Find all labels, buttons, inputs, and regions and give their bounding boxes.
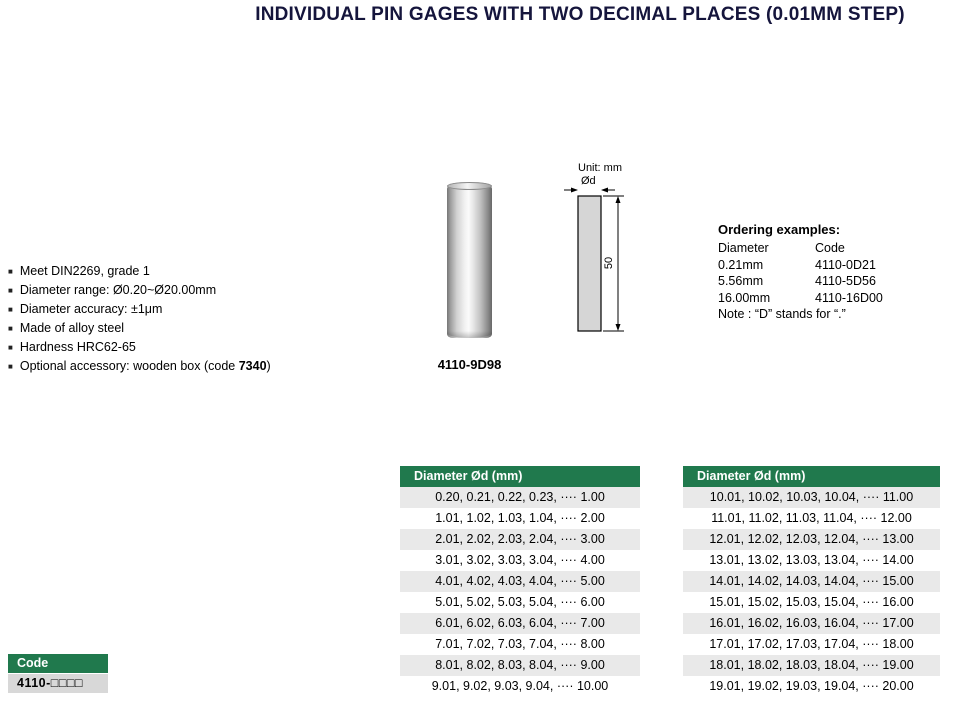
ordering-diameter: 16.00mm [718, 290, 771, 305]
ordering-col-diameter: Diameter [718, 241, 769, 256]
bullet-icon: ■ [8, 304, 13, 314]
feature-item [8, 339, 271, 358]
ordering-heading: Ordering examples: [718, 222, 841, 237]
table-row: 8.01, 8.02, 8.03, 8.04, ···· 9.00 [400, 655, 640, 676]
table-row: 7.01, 7.02, 7.03, 7.04, ···· 8.00 [435, 637, 605, 651]
table-body [683, 487, 940, 697]
bullet-icon: ■ [8, 323, 13, 333]
table-header: Diameter Ød (mm) [683, 466, 940, 487]
table-row: 6.01, 6.02, 6.03, 6.04, ···· 7.00 [400, 613, 640, 634]
ordering-code: 4110-16D00 [815, 290, 883, 305]
ordering-examples [718, 222, 948, 322]
diameter-dim-label: Ød [581, 175, 596, 187]
table-row: 0.20, 0.21, 0.22, 0.23, ···· 1.00 [400, 487, 640, 508]
table-row: 10.01, 10.02, 10.03, 10.04, ···· 11.00 [683, 487, 940, 508]
feature-item [8, 358, 271, 377]
feature-text-prefix: Optional accessory: wooden box (code [19, 358, 239, 373]
ordering-table [718, 240, 948, 306]
table-body [400, 487, 640, 697]
table-row: 15.01, 15.02, 15.03, 15.04, ···· 16.00 [709, 595, 914, 609]
table-row: 16.01, 16.02, 16.03, 16.04, ···· 17.00 [683, 613, 940, 634]
feature-text: Hardness HRC62-65 [19, 339, 136, 354]
code-box-header: Code [8, 654, 108, 673]
table-row: 9.01, 9.02, 9.03, 9.04, ···· 10.00 [431, 679, 609, 693]
dim-arrow-icon [571, 188, 578, 193]
bullet-icon: ■ [8, 267, 13, 276]
diameter-table-2 [683, 466, 940, 697]
dim-arrow-icon [616, 196, 621, 203]
feature-text: Meet DIN2269, grade 1 [19, 264, 150, 278]
table-row: 14.01, 14.02, 14.03, 14.04, ···· 15.00 [683, 571, 940, 592]
ordering-col-code: Code [815, 241, 845, 256]
feature-text: Diameter accuracy: ±1μm [19, 301, 163, 316]
feature-text: Made of alloy steel [19, 320, 125, 335]
feature-item [8, 263, 271, 282]
pin-outline-rect [578, 196, 601, 331]
ordering-diameter: 0.21mm [718, 257, 764, 272]
bullet-icon: ■ [8, 342, 13, 352]
feature-text-suffix: ) [266, 358, 271, 373]
table-row: 2.01, 2.02, 2.03, 2.04, ···· 3.00 [400, 529, 640, 550]
feature-text: Diameter range: Ø0.20~Ø20.00mm [19, 282, 217, 297]
pin-gage-photo [447, 185, 492, 338]
page-title: INDIVIDUAL PIN GAGES WITH TWO DECIMAL PLACES (0.01MM STEP) [255, 4, 905, 25]
dimension-drawing [560, 152, 670, 352]
table-row: 13.01, 13.02, 13.03, 13.04, ···· 14.00 [709, 553, 914, 567]
dim-arrow-icon [616, 324, 621, 331]
bullet-icon: ■ [8, 285, 13, 295]
accessory-code: 7340 [238, 358, 267, 373]
table-row: 3.01, 3.02, 3.03, 3.04, ···· 4.00 [435, 553, 605, 567]
ordering-code: 4110-0D21 [815, 257, 876, 272]
dim-arrow-icon [601, 188, 608, 193]
table-row: 11.01, 11.02, 11.03, 11.04, ···· 12.00 [711, 511, 912, 525]
ordering-diameter: 5.56mm [718, 274, 764, 289]
length-dim-label: 50 [603, 256, 615, 270]
feature-item [8, 282, 271, 301]
table-row: 5.01, 5.02, 5.03, 5.04, ···· 6.00 [435, 595, 605, 609]
unit-label: Unit: mm [578, 162, 622, 174]
feature-item [8, 301, 271, 320]
table-row: 17.01, 17.02, 17.03, 17.04, ···· 18.00 [709, 637, 914, 651]
table-row: 19.01, 19.02, 19.03, 19.04, ···· 20.00 [709, 679, 914, 693]
feature-item [8, 320, 271, 339]
table-row: 18.01, 18.02, 18.03, 18.04, ···· 19.00 [683, 655, 940, 676]
table-header: Diameter Ød (mm) [400, 466, 640, 487]
diameter-table-1 [400, 466, 640, 697]
table-row: 4.01, 4.02, 4.03, 4.04, ···· 5.00 [400, 571, 640, 592]
feature-text [20, 358, 271, 375]
ordering-code: 4110-5D56 [815, 274, 876, 289]
model-number-label: 4110-9D98 [437, 357, 502, 372]
code-box-value: 4110-□□□□ [8, 674, 108, 693]
feature-list [8, 263, 271, 376]
table-row: 12.01, 12.02, 12.03, 12.04, ···· 13.00 [683, 529, 940, 550]
bullet-icon: ■ [8, 361, 13, 371]
table-row: 1.01, 1.02, 1.03, 1.04, ···· 2.00 [435, 511, 605, 525]
ordering-note: Note : “D” stands for “.” [718, 307, 846, 322]
